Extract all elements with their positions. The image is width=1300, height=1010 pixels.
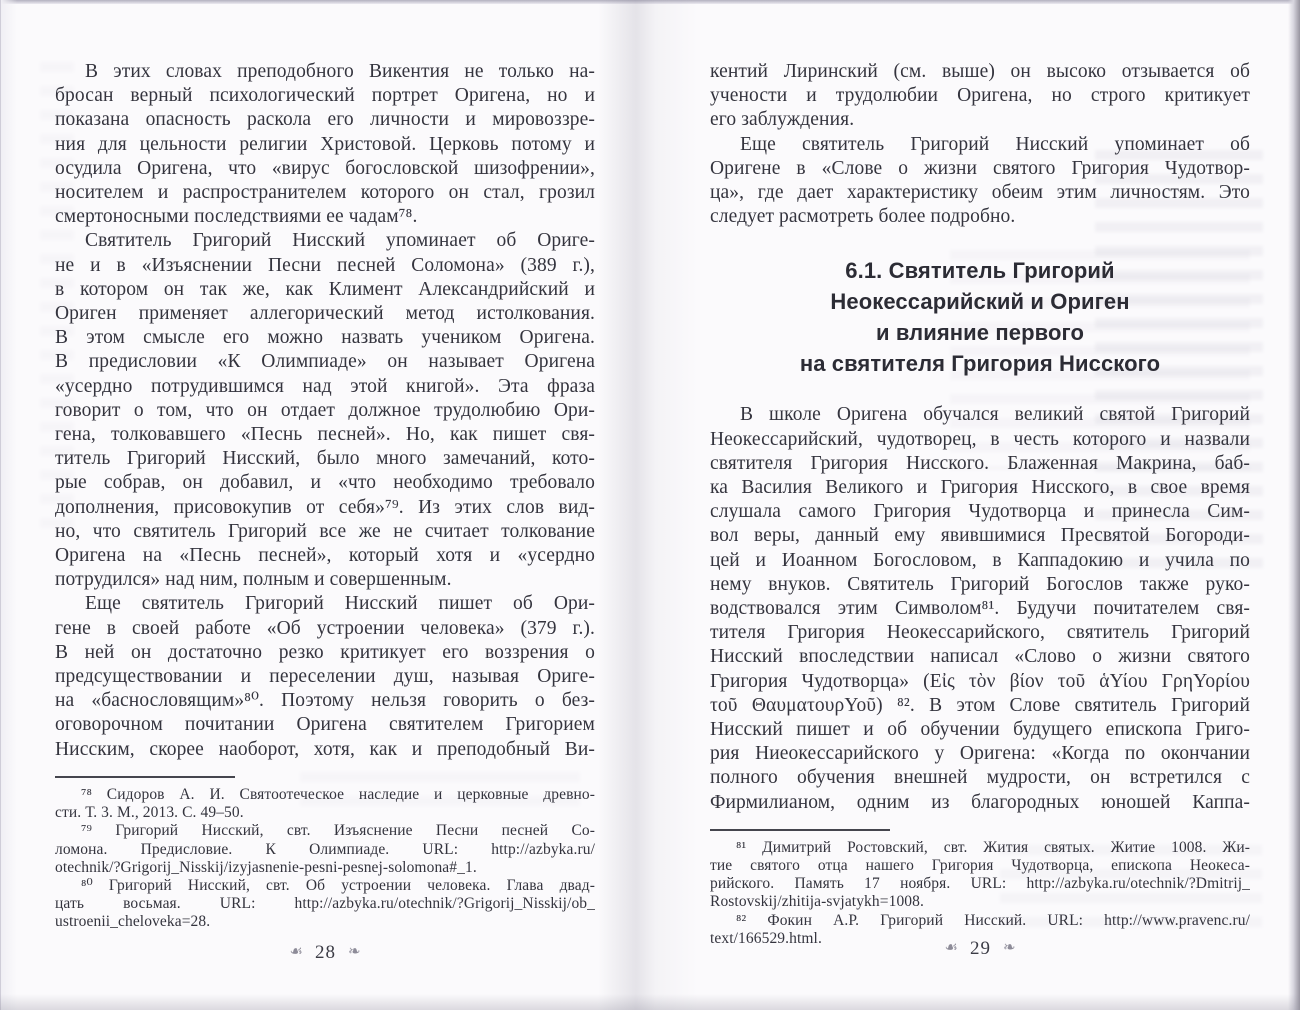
text-line: Святитель Григорий Нисский упоминает об Ориге- [85,230,595,252]
text-line: В школе Оригена обучался великий святой Григорий [740,404,1250,426]
text-line: святителя Григория Нисского. Блаженная Макрина, баб- [710,452,1250,474]
right-page-body-top [710,60,1250,229]
text-line: Нисский пишет и об обучении будущего епископа Григо- [710,719,1250,741]
text-line: ния для цельности религии Христовой. Церковь потому и [55,133,595,155]
text-line: ломона. Предисловие. К Олимпиаде. URL: http://azbyka.ru/ [55,840,595,858]
right-page-footer [710,938,1250,960]
text-line: кентий Лиринский (см. выше) он высоко отзывается об [710,61,1250,82]
page-number: 29 [969,938,991,959]
left-page [55,60,595,932]
text-line: дополнения, присовокупив от себя»⁷⁹. Из этих слов вид- [55,496,595,518]
text-line: Оригене в «Слове о жизни святого Григория Чудотвор- [710,157,1250,179]
paragraph [55,877,595,932]
scan-left-edge [0,0,17,1010]
text-line: ⁸¹ Димитрий Ростовский, свт. Жития святых. Житие 1008. Жи- [736,838,1250,856]
fleuron-icon: ❧ [1002,940,1016,956]
text-line: гена, толковавшего «Песнь песней». Но, как пишет свя- [55,424,595,446]
page-number: 28 [314,942,336,963]
left-page-footnotes [55,786,595,932]
paragraph [710,255,1250,379]
text-line: ustroenii_cheloveka=28. [55,913,211,931]
text-line: В ней он достаточно резко критикует его воззрения о [55,641,595,663]
text-line: осудила Оригена, что «вирус богословской шизофрении», [55,157,595,179]
book-gutter-shadow [598,0,698,1010]
text-line: цать восьмая. URL: http://azbyka.ru/otechnik/?Grigorij_Nisskij/ob_ [55,895,595,913]
text-line: Оригена на «Песнь песней», который хотя и «усердно [55,545,595,567]
text-line: смертоносными последствиями ее чадам⁷⁸. [55,206,418,228]
text-line: учености и трудолюбии Оригена, но строго критикует [710,85,1250,107]
text-line: Нисским, скорее наоборот, хотя, как и преподобный Ви- [55,738,595,760]
paragraph [55,786,595,822]
text-line: Неокессарийский, чудотворец, в честь которого и назвали [710,428,1250,450]
text-line: слушала самого Григория Чудотворца и принесла Сим- [710,501,1250,523]
text-line: «усердно потрудившимся над этой книгой». Эта фраза [55,375,595,397]
text-line: тителя Григория Неокессарийского, святитель Григорий [710,622,1250,644]
left-page-footer [55,942,595,964]
text-line: говорит о том, что он отдает должное трудолюбию Ори- [55,399,595,421]
text-line: τοῦ ΘαυματουρΥοῦ) ⁸². В этом Слове святитель Григорий [710,694,1250,716]
text-line: ⁷⁸ Сидоров А. И. Святоотеческое наследие и церковные древно- [81,785,595,803]
paragraph [55,592,595,761]
fleuron-icon: ❧ [347,944,361,960]
paragraph [710,133,1250,230]
text-line: гене в своей работе «Об устроении человека» (379 г.). [55,617,595,639]
left-page-body [55,60,595,762]
text-line: ⁷⁹ Григорий Нисский, свт. Изъяснение Песни песней Со- [81,822,595,840]
text-line: его заблуждения. [710,109,855,131]
text-line: В предисловии «К Олимпиаде» он называет Оригена [55,351,595,373]
footnote-separator-rule [55,776,235,778]
text-line: сти. Т. 3. М., 2013. С. 49–50. [55,804,244,822]
fleuron-icon: ☙ [289,944,303,960]
text-line: Еще святитель Григорий Нисский пишет об Ори- [85,593,595,615]
text-line: полного обучения внешней мудрости, он встретился с [710,767,1250,789]
text-line: рые собрав, он добавил, и «что необходимо требовало [55,472,595,494]
text-line: титель Григорий Нисский, было много замечаний, кото- [55,448,595,470]
text-line: ца», где дает характеристику обеим этим личностям. Это [710,182,1250,204]
paragraph [710,839,1250,912]
text-line: Еще святитель Григорий Нисский упоминает об [740,133,1250,155]
text-line: otechnik/?Grigorij_Nisskij/izyjasnenie-pesni-pesnej-solomona#_1. [55,858,477,876]
text-line: нему внуков. Святитель Григорий Богослов также руко- [710,573,1250,595]
text-line: Ориген применяет аллегорический метод истолкования. [55,303,595,325]
paragraph [55,229,595,592]
paragraph [710,60,1250,133]
text-line: Нисский впоследствии написал «Слово о жизни святого [710,646,1250,668]
text-line: Григория Чудотворца» (Εἰς τὸν βίον τοῦ ἁΥίου ΓρηΥορίου [710,670,1250,692]
paragraph [55,822,595,877]
text-line: ка Василия Великого и Григория Нисского, в свое время [710,477,1250,499]
text-line: 6.1. Святитель Григорий [845,258,1115,284]
text-line: ⁸² Фокин А.Р. Григорий Нисский. URL: http://www.pravenc.ru/ [736,911,1250,929]
text-line: ⁸⁰ Григорий Нисский, свт. Об устроении человека. Глава двад- [81,876,595,894]
fleuron-icon: ☙ [944,940,958,956]
right-page-body-main [710,403,1250,814]
text-line: бросан верный психологический портрет Оригена, но и [55,85,595,107]
text-line: оговорочном почитании Оригена святителем Григорием [55,714,595,736]
text-line: предсуществовании и переселении душ, называя Ориге- [55,666,595,688]
section-heading [710,255,1250,379]
paragraph [710,403,1250,814]
paragraph [55,60,595,229]
footnote-separator-rule [710,829,890,831]
text-line: но, что святитель Григорий все же не считает толкование [55,520,595,542]
text-line: носителем и распространителем которого он стал, грозил [55,182,595,204]
text-line: Rostovskij/zhitija-svjatykh=1008. [710,893,924,911]
scan-right-edge [1288,0,1300,1010]
right-page-footnotes [710,839,1250,948]
text-line: рия Ниеокессарийского у Оригена: «Когда по окончании [710,743,1250,765]
text-line: показана опасность раскола его личности и мировоззре- [55,109,595,131]
text-line: водствовался этим Символом⁸¹. Будучи почитателем свя- [710,598,1250,620]
text-line: В этих словах преподобного Викентия не только на- [85,61,595,82]
text-line: на «баснословящим»⁸⁰. Поэтому нельзя говорить о без- [55,690,595,712]
text-line: Фирмилианом, одним из благородных юношей Каппа- [710,791,1250,813]
text-line: тие святого отца нашего Григория Чудотворца, епископа Неокеса- [710,857,1250,875]
text-line: на святителя Григория Нисского [799,351,1161,377]
text-line: рийского. Память 17 ноября. URL: http://azbyka.ru/otechnik/?Dmitrij_ [710,875,1250,893]
right-page [710,60,1250,948]
text-line: text/166529.html. [710,929,822,947]
text-line: вол веры, данный ему явившимися Пресвятой Богороди- [710,525,1250,547]
text-line: в котором он так же, как Климент Александрийский и [55,278,595,300]
text-line: Неокессарийский и Ориген [830,289,1130,315]
text-line: и влияние первого [875,320,1084,346]
text-line: следует расмотреть более подробно. [710,206,1016,228]
text-line: В этом смысле его можно назвать учеником Оригена. [55,327,595,349]
text-line: цей и Иоанном Богословом, в Каппадокию и учила по [710,549,1250,571]
text-line: потрудился» над ним, полным и совершенным. [55,569,452,591]
text-line: не и в «Изъяснении Песни песней Соломона» (389 г.), [55,254,595,276]
